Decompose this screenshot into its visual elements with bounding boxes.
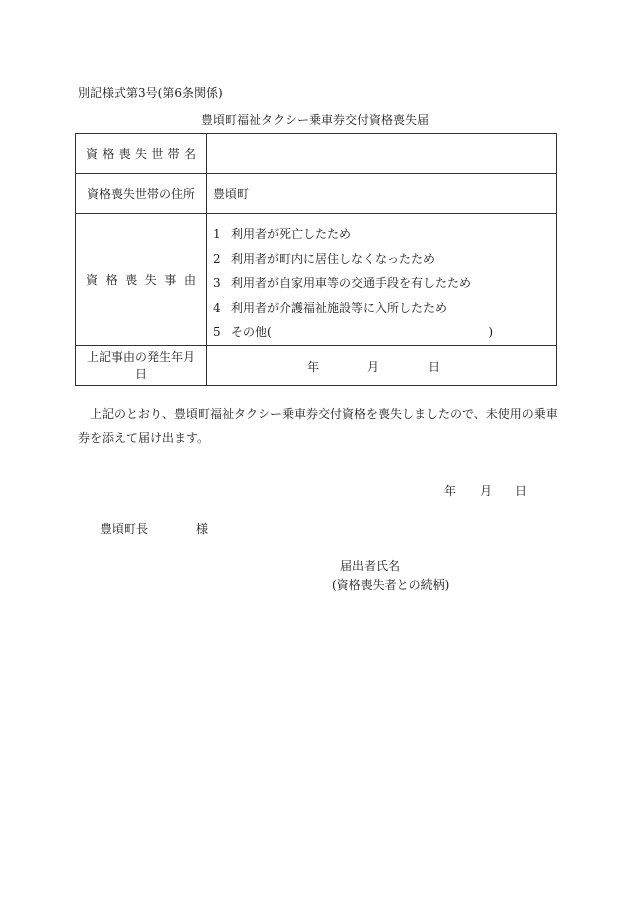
address-row: [76, 174, 557, 214]
label-char: 格: [105, 272, 118, 287]
reason-option-1[interactable]: 1 利用者が死亡したため: [213, 227, 352, 241]
other-reason-close: ): [488, 325, 493, 339]
reason-option-other[interactable]: 5 その他( ): [213, 320, 556, 345]
date-day-unit: 日: [428, 359, 441, 374]
submission-year-unit: 年: [444, 484, 457, 498]
submission-month-unit: 月: [480, 484, 493, 498]
reason-option-4[interactable]: 4 利用者が介護福祉施設等に入所したため: [213, 300, 448, 315]
declaration-statement: 上記のとおり、豊頃町福祉タクシー乗車券交付資格を喪失しましたので、未使用の乗車券を添えて届け出ます。: [78, 407, 558, 445]
label-char: 事: [164, 272, 177, 287]
occurrence-date-label: 上記事由の発生年月日: [76, 345, 207, 385]
reason-list: [207, 214, 556, 345]
label-char: 資: [86, 272, 99, 287]
label-char: 格: [102, 147, 115, 161]
occurrence-date-row: [76, 345, 557, 385]
addressee-honorific: 様: [196, 522, 209, 536]
label-char: 失: [134, 147, 147, 161]
reason-option-2[interactable]: 2 利用者が町内に居住しなくなったため: [213, 251, 436, 266]
reason-label: [76, 214, 207, 346]
date-month-unit: 月: [367, 359, 380, 374]
label-char: 資: [86, 147, 99, 161]
occurrence-date-field[interactable]: [207, 345, 557, 385]
address-field[interactable]: 豊頃町: [207, 174, 557, 214]
reason-option-3[interactable]: 3 利用者が自家用車等の交通手段を有したため: [213, 276, 472, 290]
label-char: 喪: [125, 272, 138, 287]
household-name-field[interactable]: [207, 134, 557, 174]
reason-options: [207, 214, 557, 346]
household-name-label: [76, 134, 207, 174]
form-table: [75, 133, 557, 386]
applicant-relation-label: (資格喪失者との続柄): [332, 578, 450, 592]
label-char: 名: [183, 147, 196, 161]
document-title: 豊頃町福祉タクシー乗車券交付資格喪失届: [200, 113, 429, 127]
label-char: 世: [151, 147, 164, 161]
label-char: 喪: [118, 147, 131, 161]
form-number: 別記様式第3号(第6条関係): [78, 86, 223, 100]
label-char: 由: [183, 272, 196, 287]
household-name-row: [76, 134, 557, 174]
submission-day-unit: 日: [515, 484, 528, 498]
other-reason-open: その他(: [231, 325, 272, 339]
label-char: 失: [144, 272, 157, 287]
addressee-name: 豊頃町長: [100, 522, 149, 536]
date-year-unit: 年: [307, 359, 320, 374]
address-label: 資格喪失世帯の住所: [76, 174, 207, 214]
label-char: 帯: [167, 147, 180, 161]
applicant-name-label: 届出者氏名: [340, 559, 401, 573]
reason-row: [76, 214, 557, 346]
